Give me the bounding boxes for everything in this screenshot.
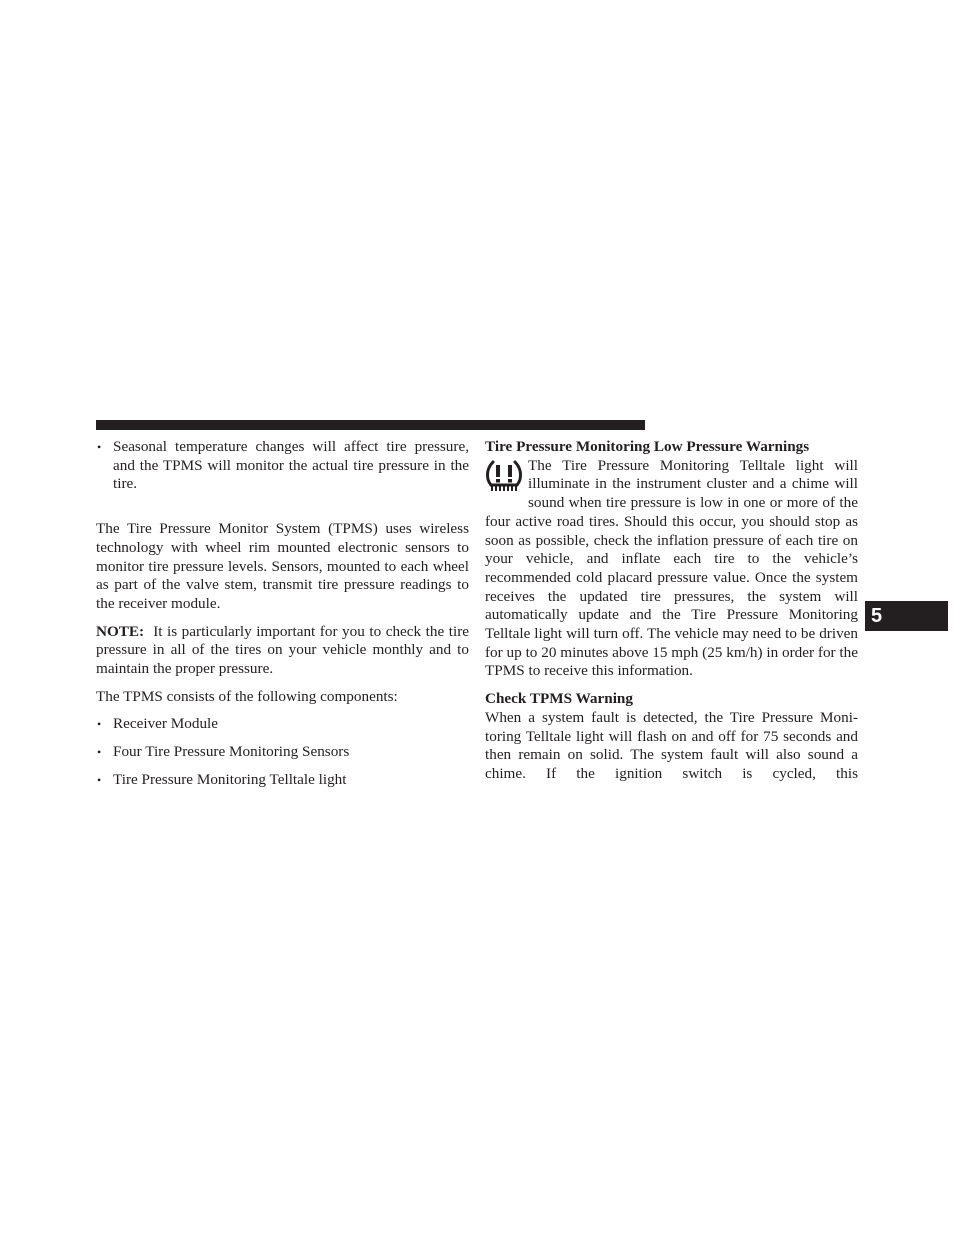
seasonal-text: Seasonal temperature changes will affect tire pressure, and the TPMS will monitor the actual tire pressure in the tire.	[113, 438, 469, 493]
note-paragraph	[96, 623, 469, 679]
tpms-telltale-icon	[485, 459, 523, 499]
list-item-telltale	[96, 771, 469, 790]
component-label: Tire Pressure Monitoring Telltale light	[113, 770, 347, 788]
component-label: Receiver Module	[113, 715, 219, 733]
bullet-dot: •	[97, 440, 102, 454]
chapter-tab: 5	[865, 601, 948, 631]
top-rule	[96, 420, 645, 430]
right-column	[485, 438, 858, 784]
list-item-sensors	[96, 743, 469, 762]
left-column	[96, 438, 469, 790]
bullet-dot: •	[97, 772, 102, 787]
components-intro: The TPMS consists of the following components:	[96, 687, 398, 705]
bullet-dot: •	[97, 745, 102, 760]
low-pressure-heading: Tire Pressure Monitoring Low Pressure Warnings	[485, 438, 810, 455]
low-pressure-text: The Tire Pressure Monitoring Telltale light will illuminate in the instrument cluster and a chime will sound when tire pressure is low in one or more of the four active road tires. Should this occur, you should stop as soon as possible, check the inflation pressure of each tire on your vehicle, and inflate each tire to the vehicle’s recommended cold placard pressure value. Once the system receives the updated tire pressures, the system will automatically update and the Tire Pressure Monitoring Telltale light will turn off. The vehicle may need to be driven for up to 20 minutes above 15 mph (25 km/h) in order for the TPMS to receive this information.	[485, 456, 858, 680]
tpms-intro-paragraph: The Tire Pressure Monitor System (TPMS) uses wireless technology with wheel rim mounted electronic sensors to monitor tire pressure levels. Sensors, mounted to each wheel as part of the valve stem, transmit tire pressure readings to the receiver module.	[96, 520, 469, 612]
component-label: Four Tire Pressure Monitoring Sensors	[113, 743, 350, 761]
bullet-dot: •	[97, 717, 102, 732]
check-tpms-text: When a system fault is detected, the Tire Pressure Monitoring Telltale light will flash on and off for 75 seconds and then remain on solid. The system fault will also sound a chime. If the ignition switch is cycled, this	[485, 708, 858, 782]
note-label: NOTE:	[96, 622, 145, 640]
list-item-seasonal	[96, 438, 469, 494]
list-item-receiver	[96, 715, 469, 734]
note-text: It is particularly important for you to check the tire pressure in all of the tires on your vehicle monthly and to maintain the proper pressure.	[96, 622, 469, 678]
check-tpms-heading: Check TPMS Warning	[485, 690, 633, 708]
